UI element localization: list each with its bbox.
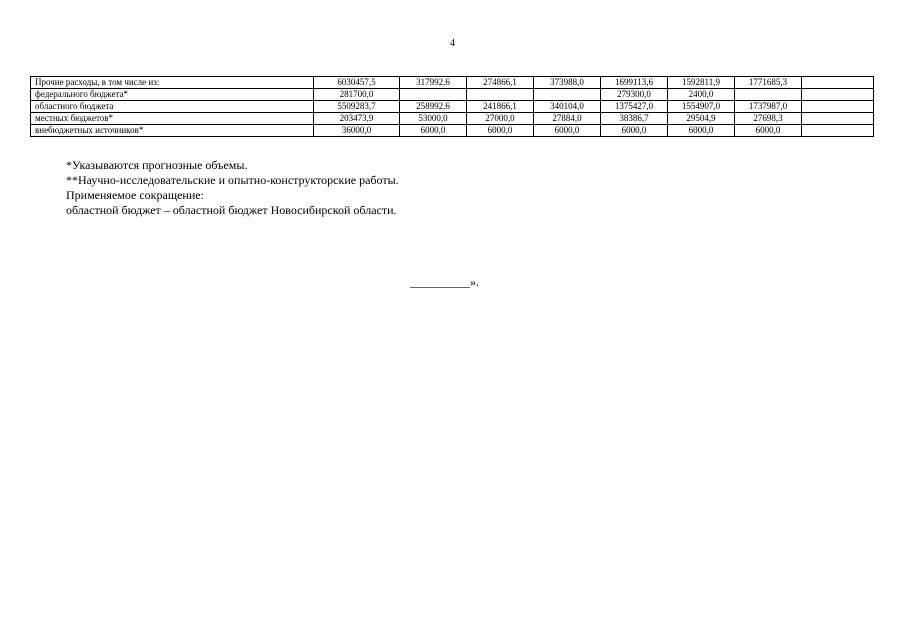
table-cell <box>802 125 874 137</box>
row-label: федерального бюджета* <box>31 89 314 101</box>
table-row <box>31 89 874 101</box>
footnote-forecast: *Указываются прогнозные объемы. <box>66 158 248 172</box>
table-cell: 373988,0 <box>534 77 601 89</box>
table-cell: 241866,1 <box>467 101 534 113</box>
table-cell: 274866,1 <box>467 77 534 89</box>
row-label: Прочие расходы, в том числе из: <box>31 77 314 89</box>
table-cell: 281700,0 <box>314 89 400 101</box>
table-cell: 27698,3 <box>735 113 802 125</box>
row-label: внебюджетных источников* <box>31 125 314 137</box>
abbreviation-heading: Применяемое сокращение: <box>66 188 204 202</box>
table-row <box>31 125 874 137</box>
table-cell: 6000,0 <box>735 125 802 137</box>
table-cell: 6000,0 <box>668 125 735 137</box>
table-cell: 5509283,7 <box>314 101 400 113</box>
table-cell: 6000,0 <box>601 125 668 137</box>
table-cell: 203473,9 <box>314 113 400 125</box>
table-cell: 258992,6 <box>400 101 467 113</box>
table-cell: 2400,0 <box>668 89 735 101</box>
closing-mark: __________». <box>410 275 479 289</box>
table-cell <box>802 101 874 113</box>
table-cell <box>735 89 802 101</box>
table-cell <box>467 89 534 101</box>
table-cell <box>534 89 601 101</box>
table-cell: 6000,0 <box>400 125 467 137</box>
table-cell <box>400 89 467 101</box>
table-cell: 1699113,6 <box>601 77 668 89</box>
table-cell: 1554907,0 <box>668 101 735 113</box>
table-cell: 1737987,0 <box>735 101 802 113</box>
row-label: областного бюджета <box>31 101 314 113</box>
table-cell: 1375427,0 <box>601 101 668 113</box>
table-cell <box>802 77 874 89</box>
table-cell: 53000,0 <box>400 113 467 125</box>
table-cell: 27884,0 <box>534 113 601 125</box>
table-row <box>31 113 874 125</box>
table-cell: 6000,0 <box>467 125 534 137</box>
footnotes <box>66 158 399 218</box>
table-cell: 27000,0 <box>467 113 534 125</box>
table-cell: 340104,0 <box>534 101 601 113</box>
table-cell: 6000,0 <box>534 125 601 137</box>
table-row <box>31 101 874 113</box>
table-cell <box>802 113 874 125</box>
table-cell: 6030457,5 <box>314 77 400 89</box>
table-cell: 38386,7 <box>601 113 668 125</box>
table-cell: 36000,0 <box>314 125 400 137</box>
table-cell <box>802 89 874 101</box>
table-cell: 317992,6 <box>400 77 467 89</box>
budget-table <box>30 76 874 137</box>
page-number: 4 <box>450 38 455 49</box>
budget-table-body <box>31 77 874 137</box>
abbreviation-definition: областной бюджет – областной бюджет Новосибирской области. <box>66 203 397 217</box>
footnote-rnd: **Научно-исследовательские и опытно-конструкторские работы. <box>66 173 399 187</box>
table-cell: 1771685,3 <box>735 77 802 89</box>
row-label: местных бюджетов* <box>31 113 314 125</box>
table-cell: 1592811,9 <box>668 77 735 89</box>
table-cell: 279300,0 <box>601 89 668 101</box>
table-cell: 29504,9 <box>668 113 735 125</box>
table-row <box>31 77 874 89</box>
